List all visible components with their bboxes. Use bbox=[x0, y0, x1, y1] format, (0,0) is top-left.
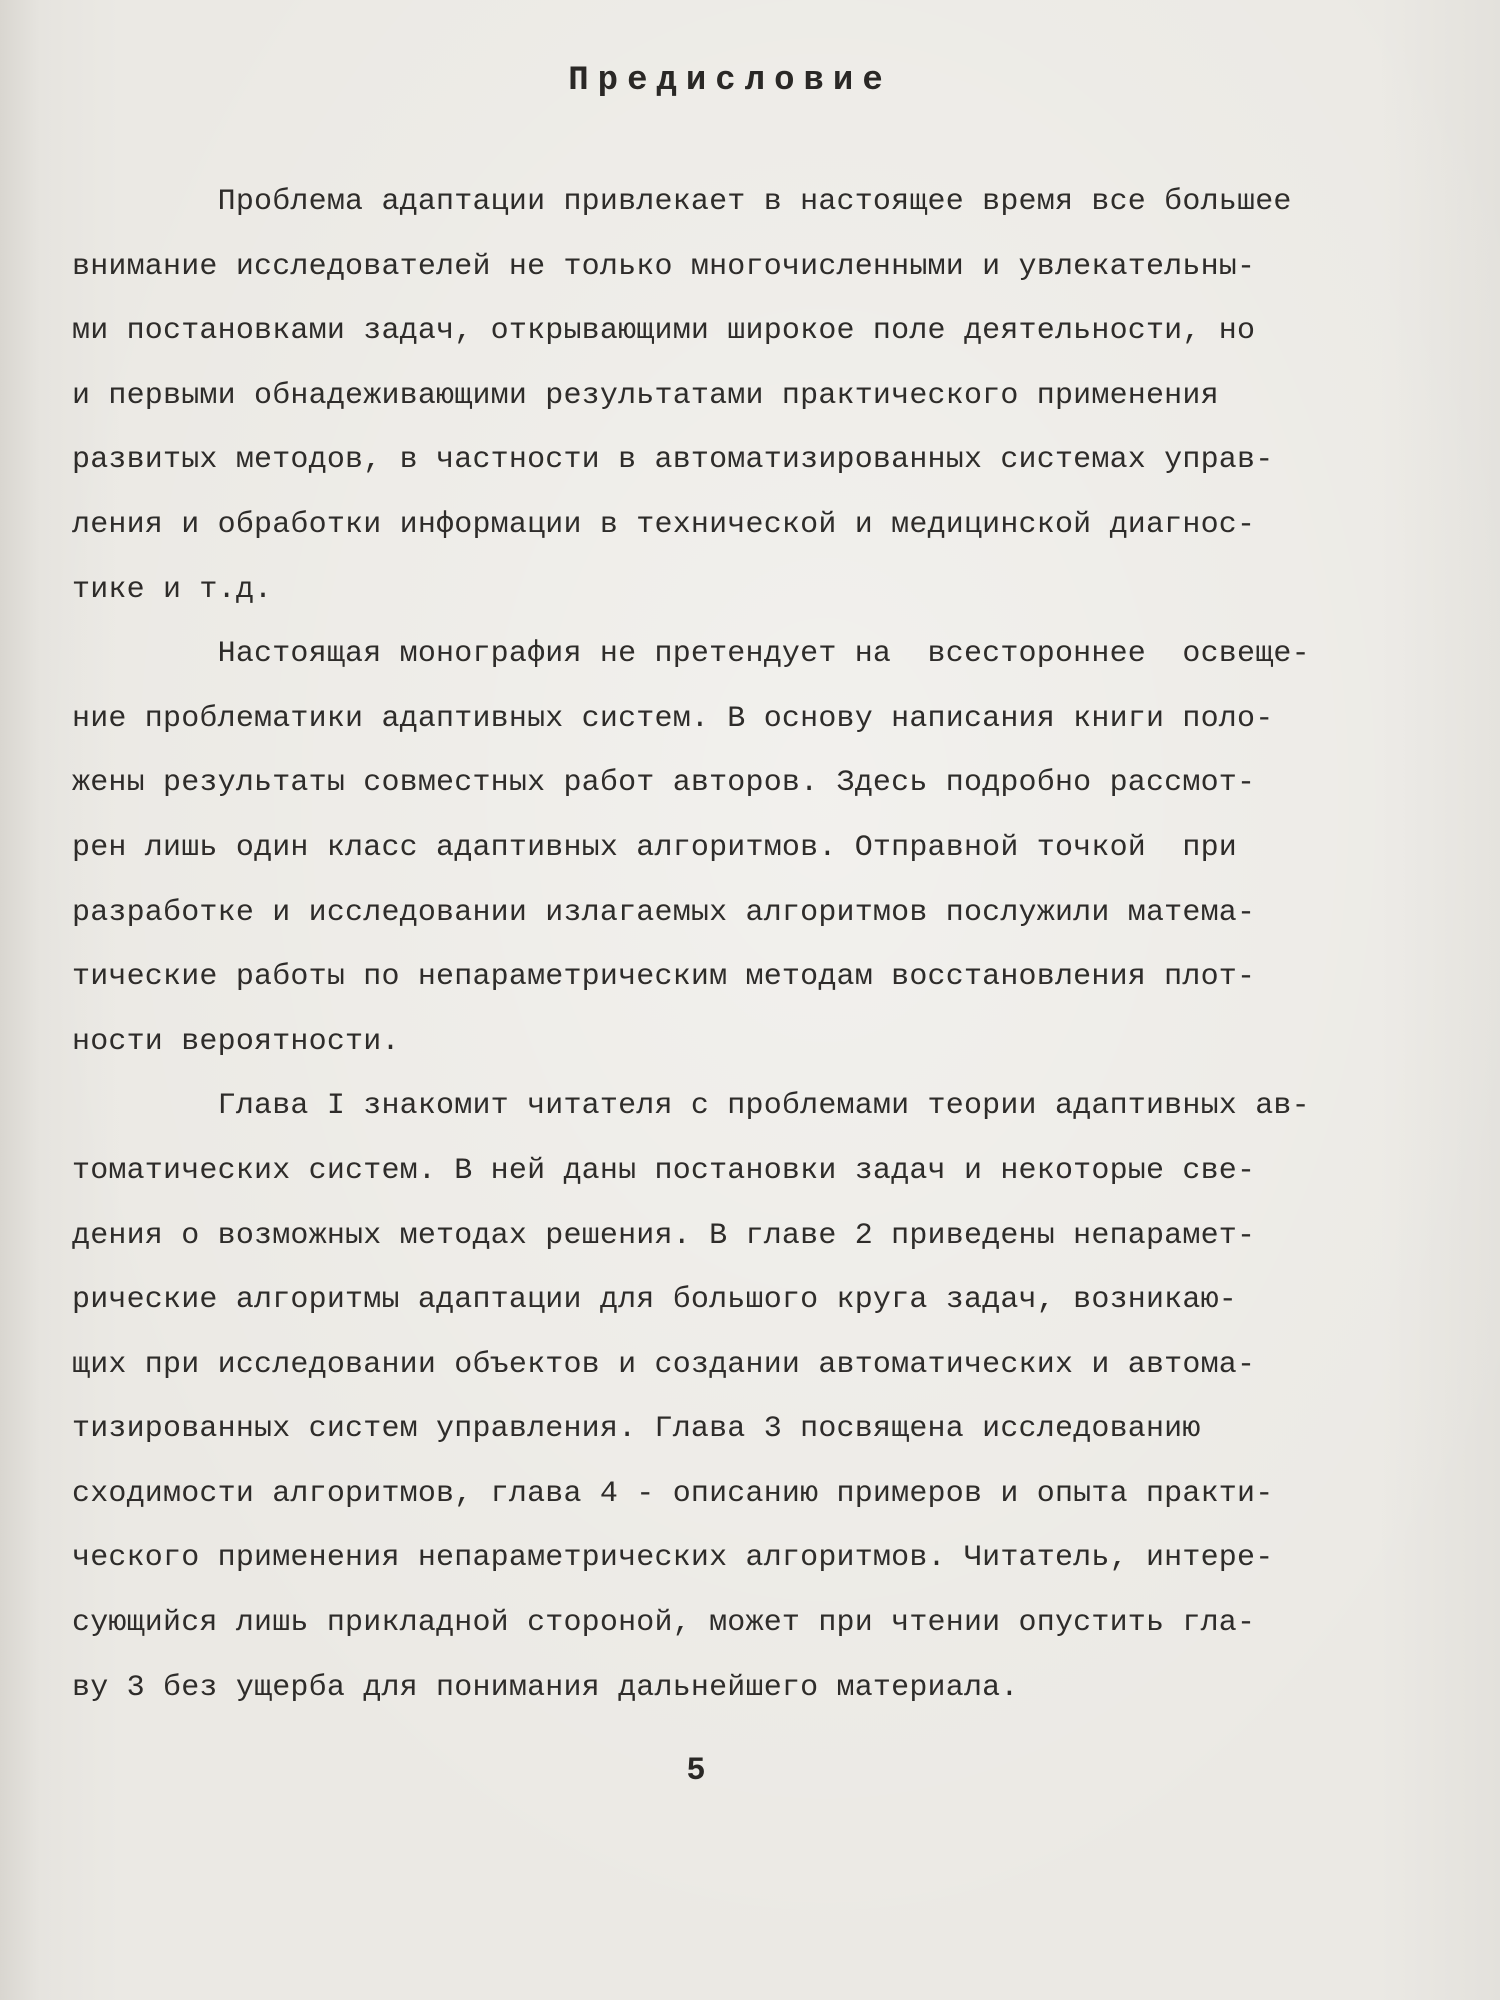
text-line: разработке и исследовании излагаемых алгоритмов послужили матема- bbox=[72, 895, 1256, 930]
text-line: Настоящая монография не претендует на всестороннее освеще- bbox=[72, 637, 1310, 672]
text-line: тике и т.д. bbox=[72, 572, 273, 607]
paragraph-2 bbox=[72, 622, 1412, 1074]
text-line: сходимости алгоритмов, глава 4 - описанию примеров и опыта практи- bbox=[72, 1476, 1274, 1511]
text-line: томатических систем. В ней даны постановки задач и некоторые све- bbox=[72, 1153, 1256, 1188]
text-line: сующийся лишь прикладной стороной, может при чтении опустить гла- bbox=[72, 1606, 1256, 1641]
text-line: ления и обработки информации в технической и медицинской диагнос- bbox=[72, 507, 1256, 542]
body-text bbox=[72, 170, 1412, 1720]
paragraph-1 bbox=[72, 170, 1412, 622]
text-line: рические алгоритмы адаптации для большого круга задач, возникаю- bbox=[72, 1283, 1237, 1318]
text-line: ности вероятности. bbox=[72, 1024, 400, 1059]
text-line: Глава I знакомит читателя с проблемами теории адаптивных ав- bbox=[72, 1089, 1310, 1124]
page-number: 5 bbox=[686, 1752, 706, 1789]
text-line: щих при исследовании объектов и создании автоматических и автома- bbox=[72, 1347, 1256, 1382]
text-line: тизированных систем управления. Глава 3 посвящена исследованию bbox=[72, 1412, 1201, 1447]
text-line: рен лишь один класс адаптивных алгоритмов. Отправной точкой при bbox=[72, 830, 1237, 865]
text-line: ву 3 без ущерба для понимания дальнейшего материала. bbox=[72, 1670, 1019, 1705]
text-line: ми постановками задач, открывающими широкое поле деятельности, но bbox=[72, 314, 1256, 349]
text-line: внимание исследователей не только многочисленными и увлекательны- bbox=[72, 249, 1256, 284]
text-line: развитых методов, в частности в автоматизированных системах управ- bbox=[72, 443, 1274, 478]
text-line: Проблема адаптации привлекает в настоящее время все большее bbox=[72, 185, 1292, 219]
text-line: дения о возможных методах решения. В главе 2 приведены непарамет- bbox=[72, 1218, 1256, 1253]
text-line: ние проблематики адаптивных систем. В основу написания книги поло- bbox=[72, 701, 1274, 736]
text-line: и первыми обнадеживающими результатами практического применения bbox=[72, 378, 1219, 413]
text-line: ческого применения непараметрических алгоритмов. Читатель, интере- bbox=[72, 1541, 1274, 1576]
page-title: Предисловие bbox=[568, 62, 892, 100]
text-line: жены результаты совместных работ авторов. Здесь подробно рассмот- bbox=[72, 766, 1256, 801]
paragraph-3 bbox=[72, 1074, 1412, 1720]
text-line: тические работы по непараметрическим методам восстановления плот- bbox=[72, 960, 1256, 995]
